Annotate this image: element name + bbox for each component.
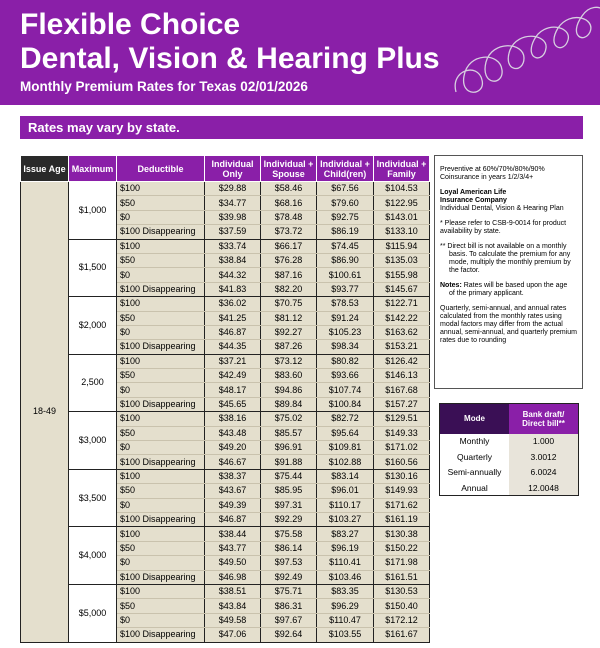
individual-only-cell: $38.37 [205,469,261,483]
individual-spouse-cell: $66.17 [261,239,317,253]
individual-spouse-cell: $92.29 [261,512,317,526]
mode-factor: 1.000 [509,434,579,450]
maximum-cell: $2,000 [69,297,117,355]
individual-spouse-cell: $75.44 [261,469,317,483]
rates-vary-banner: Rates may vary by state. [20,116,583,139]
individual-spouse-cell: $75.71 [261,584,317,598]
deductible-cell: $50 [117,599,205,613]
individual-children-cell: $93.66 [317,369,374,383]
individual-children-cell: $105.23 [317,325,374,339]
individual-children-cell: $78.53 [317,297,374,311]
individual-spouse-cell: $73.72 [261,225,317,239]
deductible-cell: $100 [117,527,205,541]
spiral-decoration-icon [448,0,600,105]
individual-only-cell: $43.48 [205,426,261,440]
notes-panel [434,155,583,389]
individual-children-cell: $110.41 [317,556,374,570]
individual-family-cell: $129.51 [374,412,430,426]
deductible-cell: $50 [117,426,205,440]
individual-only-cell: $44.35 [205,340,261,354]
deductible-cell: $100 Disappearing [117,512,205,526]
individual-children-cell: $103.46 [317,570,374,584]
individual-family-cell: $163.62 [374,325,430,339]
individual-children-cell: $86.90 [317,253,374,267]
individual-spouse-cell: $81.12 [261,311,317,325]
individual-children-cell: $93.77 [317,282,374,296]
individual-children-cell: $86.19 [317,225,374,239]
mode-factor: 6.0024 [509,465,579,481]
individual-spouse-cell: $97.31 [261,498,317,512]
modal-factors-table [439,403,579,496]
mode-factor: 3.0012 [509,449,579,465]
maximum-cell: $4,000 [69,527,117,585]
individual-family-cell: $126.42 [374,354,430,368]
individual-only-cell: $43.84 [205,599,261,613]
direct-bill-note: ** Direct bill is not available on a monthly basis. To calculate the premium for any mode, multiply the monthly premium by the factor. [440,243,571,274]
maximum-cell: $1,500 [69,239,117,297]
deductible-cell: $100 Disappearing [117,397,205,411]
page-subtitle: Monthly Premium Rates for Texas 02/01/2026 [20,79,308,94]
individual-children-cell: $110.47 [317,613,374,627]
individual-family-cell: $161.67 [374,628,430,642]
table-row [21,354,430,368]
individual-only-cell: $46.87 [205,512,261,526]
mode-label: Semi-annually [440,465,510,481]
table-row [21,182,430,196]
table-row [21,239,430,253]
individual-spouse-cell: $58.46 [261,182,317,196]
table-row [21,297,430,311]
individual-family-cell: $171.02 [374,441,430,455]
individual-spouse-cell: $89.84 [261,397,317,411]
deductible-cell: $100 [117,297,205,311]
individual-spouse-cell: $86.14 [261,541,317,555]
deductible-cell: $50 [117,253,205,267]
deductible-cell: $100 Disappearing [117,225,205,239]
table-row [21,527,430,541]
deductible-cell: $100 [117,412,205,426]
individual-spouse-cell: $68.16 [261,196,317,210]
individual-family-cell: $157.27 [374,397,430,411]
individual-family-cell: $104.53 [374,182,430,196]
availability-note: * Please refer to CSB-9-0014 for product availability by state. [440,220,567,235]
individual-only-cell: $49.39 [205,498,261,512]
individual-children-cell: $96.01 [317,484,374,498]
individual-only-cell: $49.50 [205,556,261,570]
individual-children-cell: $103.27 [317,512,374,526]
age-note: Notes: Rates will be based upon the age of the primary applicant. [440,282,568,297]
individual-spouse-cell: $92.64 [261,628,317,642]
header-individual-only: Individual Only [205,156,261,182]
individual-children-cell: $95.64 [317,426,374,440]
individual-spouse-cell: $75.58 [261,527,317,541]
individual-family-cell: $161.51 [374,570,430,584]
individual-only-cell: $46.98 [205,570,261,584]
mode-label: Quarterly [440,449,510,465]
deductible-cell: $100 [117,354,205,368]
coinsurance-note: Preventive at 60%/70%/80%/90% Coinsurance in years 1/2/3/4+ [440,166,545,181]
individual-children-cell: $67.56 [317,182,374,196]
individual-children-cell: $79.60 [317,196,374,210]
maximum-cell: $3,500 [69,469,117,527]
individual-children-cell: $100.84 [317,397,374,411]
individual-children-cell: $103.55 [317,628,374,642]
deductible-cell: $0 [117,613,205,627]
individual-children-cell: $96.29 [317,599,374,613]
individual-children-cell: $83.14 [317,469,374,483]
deductible-cell: $0 [117,498,205,512]
individual-family-cell: $115.94 [374,239,430,253]
individual-only-cell: $38.16 [205,412,261,426]
table-row [21,584,430,598]
deductible-cell: $100 [117,469,205,483]
individual-spouse-cell: $70.75 [261,297,317,311]
page-title-line2: Dental, Vision & Hearing Plus [20,42,440,75]
individual-family-cell: $130.16 [374,469,430,483]
deductible-cell: $100 [117,584,205,598]
individual-spouse-cell: $85.57 [261,426,317,440]
deductible-cell: $100 Disappearing [117,570,205,584]
deductible-cell: $100 Disappearing [117,455,205,469]
individual-only-cell: $33.74 [205,239,261,253]
mode-factor: 12.0048 [509,480,579,496]
individual-only-cell: $37.21 [205,354,261,368]
table-header-row [21,156,430,182]
individual-family-cell: $155.98 [374,268,430,282]
individual-children-cell: $100.61 [317,268,374,282]
individual-children-cell: $107.74 [317,383,374,397]
header-individual-spouse: Individual + Spouse [261,156,317,182]
individual-children-cell: $96.19 [317,541,374,555]
modal-rates-note: Quarterly, semi-annual, and annual rates calculated from the monthly rates using modal factors may differ from the actual annual, semi-annual, and quarterly premium rates due to rounding [440,305,577,344]
individual-family-cell: $122.95 [374,196,430,210]
premium-rates-table [20,155,430,643]
deductible-cell: $100 Disappearing [117,628,205,642]
individual-only-cell: $38.84 [205,253,261,267]
individual-family-cell: $153.21 [374,340,430,354]
table-row [440,434,579,450]
individual-children-cell: $98.34 [317,340,374,354]
individual-family-cell: $172.12 [374,613,430,627]
deductible-cell: $50 [117,369,205,383]
individual-spouse-cell: $76.28 [261,253,317,267]
individual-only-cell: $41.25 [205,311,261,325]
individual-spouse-cell: $92.49 [261,570,317,584]
mode-label: Monthly [440,434,510,450]
individual-only-cell: $45.65 [205,397,261,411]
individual-only-cell: $46.67 [205,455,261,469]
deductible-cell: $50 [117,484,205,498]
individual-family-cell: $171.62 [374,498,430,512]
deductible-cell: $50 [117,196,205,210]
individual-family-cell: $135.03 [374,253,430,267]
individual-spouse-cell: $75.02 [261,412,317,426]
individual-family-cell: $142.22 [374,311,430,325]
individual-only-cell: $48.17 [205,383,261,397]
deductible-cell: $100 [117,182,205,196]
individual-only-cell: $44.32 [205,268,261,282]
individual-children-cell: $110.17 [317,498,374,512]
individual-spouse-cell: $82.20 [261,282,317,296]
deductible-cell: $0 [117,383,205,397]
individual-only-cell: $38.51 [205,584,261,598]
individual-spouse-cell: $87.16 [261,268,317,282]
header-maximum: Maximum [69,156,117,182]
individual-family-cell: $160.56 [374,455,430,469]
individual-only-cell: $47.06 [205,628,261,642]
individual-spouse-cell: $96.91 [261,441,317,455]
individual-spouse-cell: $97.67 [261,613,317,627]
deductible-cell: $100 Disappearing [117,282,205,296]
table-row [440,449,579,465]
company-note: Loyal American Life Insurance Company Individual Dental, Vision & Hearing Plan [440,189,564,212]
individual-children-cell: $82.72 [317,412,374,426]
maximum-cell: $1,000 [69,182,117,240]
individual-only-cell: $41.83 [205,282,261,296]
deductible-cell: $0 [117,325,205,339]
individual-spouse-cell: $97.53 [261,556,317,570]
individual-family-cell: $122.71 [374,297,430,311]
page-title-line1: Flexible Choice [20,8,241,41]
individual-only-cell: $43.77 [205,541,261,555]
individual-family-cell: $146.13 [374,369,430,383]
deductible-cell: $0 [117,441,205,455]
individual-spouse-cell: $94.86 [261,383,317,397]
maximum-cell: $3,000 [69,412,117,470]
header-mode: Mode [440,404,510,434]
individual-family-cell: $161.19 [374,512,430,526]
individual-family-cell: $167.68 [374,383,430,397]
individual-family-cell: $150.40 [374,599,430,613]
mode-label: Annual [440,480,510,496]
individual-children-cell: $91.24 [317,311,374,325]
individual-only-cell: $39.98 [205,210,261,224]
deductible-cell: $0 [117,210,205,224]
deductible-cell: $100 [117,239,205,253]
individual-family-cell: $145.67 [374,282,430,296]
individual-family-cell: $149.33 [374,426,430,440]
individual-children-cell: $109.81 [317,441,374,455]
individual-only-cell: $46.87 [205,325,261,339]
modes-header-row [440,404,579,434]
individual-spouse-cell: $78.48 [261,210,317,224]
header-deductible: Deductible [117,156,205,182]
deductible-cell: $50 [117,311,205,325]
individual-spouse-cell: $85.95 [261,484,317,498]
individual-only-cell: $29.88 [205,182,261,196]
individual-only-cell: $49.20 [205,441,261,455]
individual-children-cell: $83.27 [317,527,374,541]
individual-family-cell: $149.93 [374,484,430,498]
individual-only-cell: $49.58 [205,613,261,627]
individual-family-cell: $133.10 [374,225,430,239]
individual-spouse-cell: $87.26 [261,340,317,354]
header-issue-age: Issue Age [21,156,69,182]
table-row [440,465,579,481]
header-individual-children: Individual + Child(ren) [317,156,374,182]
header-individual-family: Individual + Family [374,156,430,182]
deductible-cell: $50 [117,541,205,555]
header-bank-draft: Bank draft/ Direct bill** [509,404,579,434]
individual-family-cell: $143.01 [374,210,430,224]
individual-only-cell: $36.02 [205,297,261,311]
individual-children-cell: $92.75 [317,210,374,224]
individual-only-cell: $37.59 [205,225,261,239]
individual-spouse-cell: $91.88 [261,455,317,469]
individual-only-cell: $34.77 [205,196,261,210]
individual-children-cell: $83.35 [317,584,374,598]
individual-spouse-cell: $86.31 [261,599,317,613]
individual-children-cell: $74.45 [317,239,374,253]
table-row [21,412,430,426]
header-band [0,0,600,105]
individual-only-cell: $43.67 [205,484,261,498]
table-row [21,469,430,483]
individual-only-cell: $42.49 [205,369,261,383]
individual-family-cell: $130.53 [374,584,430,598]
individual-spouse-cell: $73.12 [261,354,317,368]
deductible-cell: $0 [117,268,205,282]
maximum-cell: 2,500 [69,354,117,412]
individual-spouse-cell: $92.27 [261,325,317,339]
individual-family-cell: $150.22 [374,541,430,555]
deductible-cell: $0 [117,556,205,570]
maximum-cell: $5,000 [69,584,117,642]
deductible-cell: $100 Disappearing [117,340,205,354]
table-row [440,480,579,496]
individual-family-cell: $171.98 [374,556,430,570]
issue-age-cell: 18-49 [21,182,69,643]
individual-children-cell: $102.88 [317,455,374,469]
individual-family-cell: $130.38 [374,527,430,541]
individual-only-cell: $38.44 [205,527,261,541]
individual-spouse-cell: $83.60 [261,369,317,383]
individual-children-cell: $80.82 [317,354,374,368]
